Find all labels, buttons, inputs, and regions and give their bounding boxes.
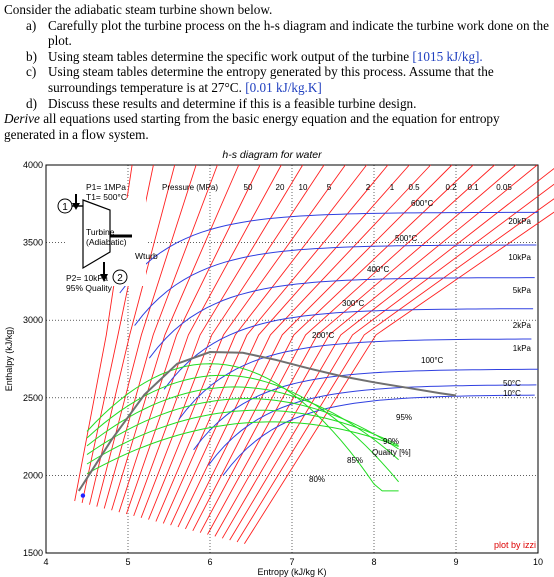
y-axis-label: Enthalpy (kJ/kg) (4, 326, 14, 392)
pressure-label: 20 (275, 183, 285, 192)
x-tick-label: 9 (453, 557, 459, 567)
quality-caption: Quality [%] (372, 448, 411, 457)
y-tick-label: 3000 (22, 315, 43, 326)
x-tick-label: 4 (43, 557, 49, 567)
temperature-label: 200°C (312, 331, 335, 340)
pressure-label: 5 (326, 183, 332, 192)
y-tick-label: 2000 (22, 470, 43, 481)
quality-label: 90% (383, 437, 400, 446)
question-c (4, 64, 552, 95)
quality-label: 85% (347, 456, 364, 465)
x-tick-label: 5 (125, 557, 131, 567)
temperature-label: 10°C (503, 389, 521, 398)
question-a (4, 18, 552, 49)
pressure-label: 20kPa (508, 217, 531, 226)
pressure-label: 0.2 (445, 183, 457, 192)
x-tick-label: 10 (532, 557, 544, 567)
credit-text: plot by izzi (493, 540, 536, 550)
temperature-label: 500°C (395, 234, 418, 243)
state-2-quality: 95% Quality (66, 283, 112, 293)
derive-note (4, 111, 552, 142)
pressure-label: 5kPa (512, 286, 531, 295)
state-2-pressure: P2= 10kPa (66, 273, 108, 283)
temperature-label: 300°C (342, 299, 365, 308)
state-1-pressure: P1= 1MPa (86, 182, 126, 192)
derive-word: Derive (4, 111, 40, 127)
question-c-text: Using steam tables determine the entropy generated by this process. Assume that the surroundings temperature is at 27°C. (48, 64, 494, 95)
turbine-subtitle: (Adiabatic) (86, 237, 127, 247)
hs-diagram (0, 148, 554, 577)
state-2-number: 2 (117, 273, 123, 284)
temperature-label: 50°C (503, 379, 521, 388)
x-tick-label: 8 (371, 557, 377, 567)
pressure-label: 10 (298, 183, 308, 192)
work-label: Wturb (135, 251, 158, 261)
question-d-label: d) (26, 95, 37, 111)
pressure-label: 2 (365, 183, 371, 192)
y-tick-label: 3500 (22, 237, 43, 248)
question-b-text: Using steam tables determine the specific work output of the turbine (48, 48, 410, 64)
pressure-label: 0.05 (496, 183, 512, 192)
question-b (4, 49, 552, 65)
problem-intro: Consider the adiabatic steam turbine shown below. (4, 2, 273, 17)
pressure-label: 10kPa (508, 253, 531, 262)
question-c-label: c) (26, 64, 37, 80)
quality-label: 80% (309, 475, 326, 484)
state-1-temperature: T1= 500°C (86, 192, 127, 202)
question-a-text: Carefully plot the turbine process on the h-s diagram and indicate the turbine work done on the plot. (48, 17, 549, 49)
derive-rest: all equations used starting from the basic energy equation and the equation for entropy generated in a flow system. (4, 111, 500, 142)
question-b-answer: [1015 kJ/kg]. (412, 48, 483, 64)
question-b-label: b) (26, 48, 37, 64)
turbine-name: Turbine (86, 227, 115, 237)
x-tick-label: 7 (289, 557, 295, 567)
pressure-label: 0.5 (408, 183, 420, 192)
question-a-label: a) (26, 17, 37, 33)
turbine-schematic (58, 182, 158, 293)
pressure-label: 1 (389, 183, 395, 192)
problem-statement (4, 2, 552, 142)
pressure-caption: Pressure (MPa) (162, 183, 219, 192)
temperature-label: 100°C (421, 356, 444, 365)
state-point (81, 493, 85, 497)
x-tick-label: 6 (207, 557, 213, 567)
question-d (4, 96, 552, 112)
pressure-label: 50 (243, 183, 253, 192)
x-axis-label: Entropy (kJ/kg K) (257, 567, 327, 577)
y-tick-label: 1500 (22, 548, 43, 558)
quality-label: 95% (396, 413, 413, 422)
temperature-label: 400°C (367, 265, 390, 274)
state-1-number: 1 (62, 202, 68, 213)
pressure-label: 1kPa (512, 344, 531, 353)
question-d-text: Discuss these results and determine if this is a feasible turbine design. (48, 95, 417, 111)
y-tick-label: 2500 (22, 392, 43, 403)
y-tick-label: 4000 (22, 160, 43, 170)
chart-title: h-s diagram for water (222, 149, 322, 161)
pressure-label: 0.1 (467, 183, 479, 192)
pressure-label: 2kPa (512, 321, 531, 330)
temperature-label: 600°C (411, 199, 434, 208)
question-c-answer: [0.01 kJ/kg.K] (245, 79, 322, 95)
